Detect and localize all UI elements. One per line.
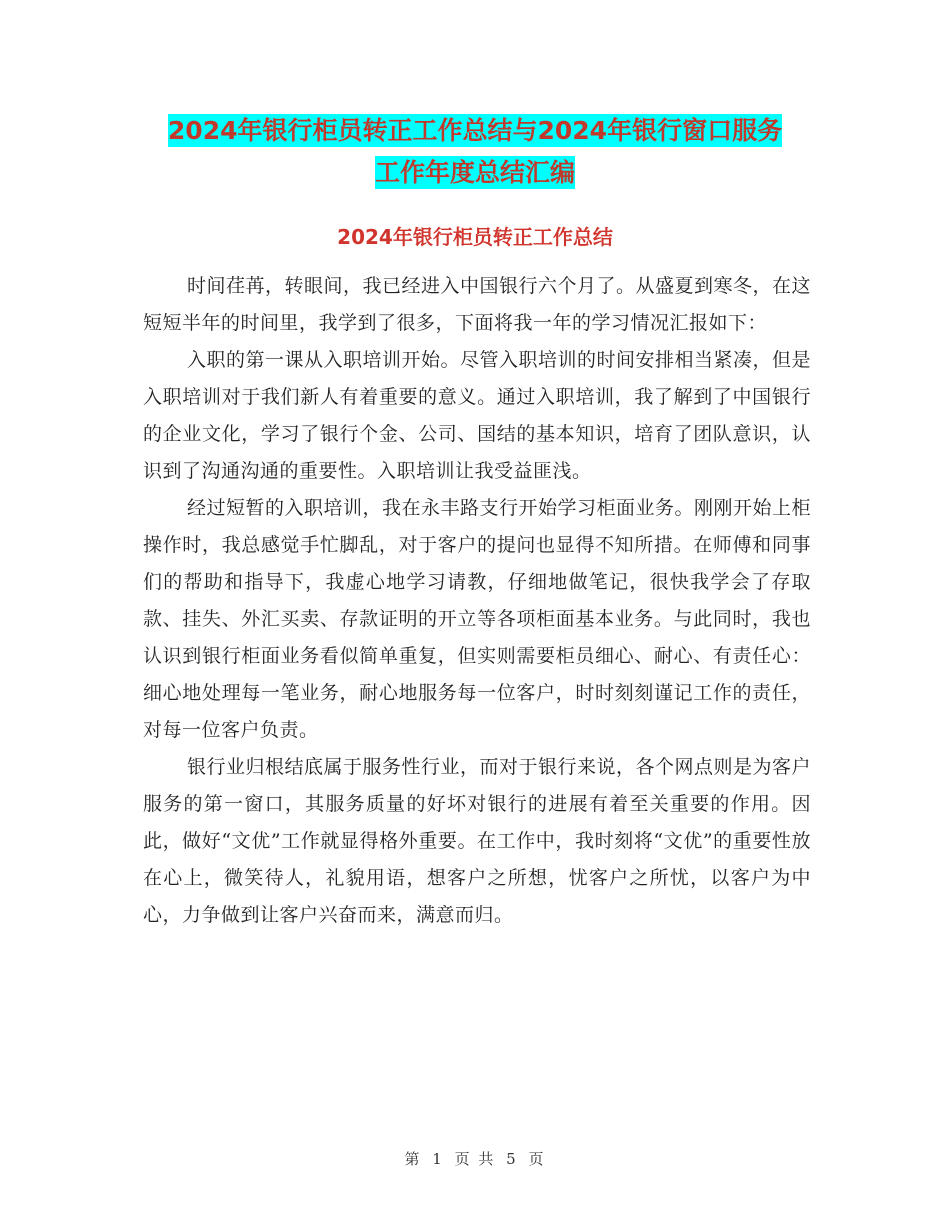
- paragraph-3: 经过短暂的入职培训，我在永丰路支行开始学习柜面业务。刚刚开始上柜操作时，我总感觉手忙脚乱，对于客户的提问也显得不知所措。在师傅和同事们的帮助和指导下，我虚心地学习请教，仔细地做笔记，很快我学会了存取款、挂失、外汇买卖、存款证明的开立等各项柜面基本业务。与此同时，我也认识到银行柜面业务看似简单重复，但实则需要柜员细心、耐心、有责任心：细心地处理每一笔业务，耐心地服务每一位客户，时时刻刻谨记工作的责任，对每一位客户负责。: [143, 497, 812, 741]
- page-footer: [0, 1148, 950, 1169]
- title-highlight-1: 2024年银行柜员转正工作总结与2024年银行窗口服务: [167, 116, 783, 145]
- title-highlight-2: 工作年度总结汇编: [374, 158, 575, 187]
- paragraph-1: 时间荏苒，转眼间，我已经进入中国银行六个月了。从盛夏到寒冬，在这短短半年的时间里，我学到了很多，下面将我一年的学习情况汇报如下：: [143, 275, 812, 334]
- paragraph-2: 入职的第一课从入职培训开始。尽管入职培训的时间安排相当紧凑，但是入职培训对于我们新人有着重要的意义。通过入职培训，我了解到了中国银行的企业文化，学习了银行个金、公司、国结的基本知识，培育了团队意识，认识到了沟通沟通的重要性。入职培训让我受益匪浅。: [143, 349, 812, 482]
- footer-middle: 页 共: [454, 1150, 496, 1168]
- footer-prefix: 第: [404, 1150, 422, 1168]
- section-heading: 2024年银行柜员转正工作总结: [337, 225, 613, 249]
- document-title-line-1: [0, 116, 950, 146]
- footer-total-pages: 5: [506, 1150, 518, 1168]
- paragraph-4: 银行业归根结底属于服务性行业，而对于银行来说，各个网点则是为客户服务的第一窗口，其服务质量的好坏对银行的进展有着至关重要的作用。因此，做好“文优”工作就显得格外重要。在工作中，我时刻将“文优”的重要性放在心上，微笑待人，礼貌用语，想客户之所想，忧客户之所忧，以客户为中心，力争做到让客户兴奋而来，满意而归。: [143, 756, 812, 926]
- document-title-line-2: [0, 158, 950, 188]
- footer-page-number: 1: [432, 1150, 444, 1168]
- body-text: [143, 268, 811, 934]
- footer-suffix: 页: [528, 1150, 546, 1168]
